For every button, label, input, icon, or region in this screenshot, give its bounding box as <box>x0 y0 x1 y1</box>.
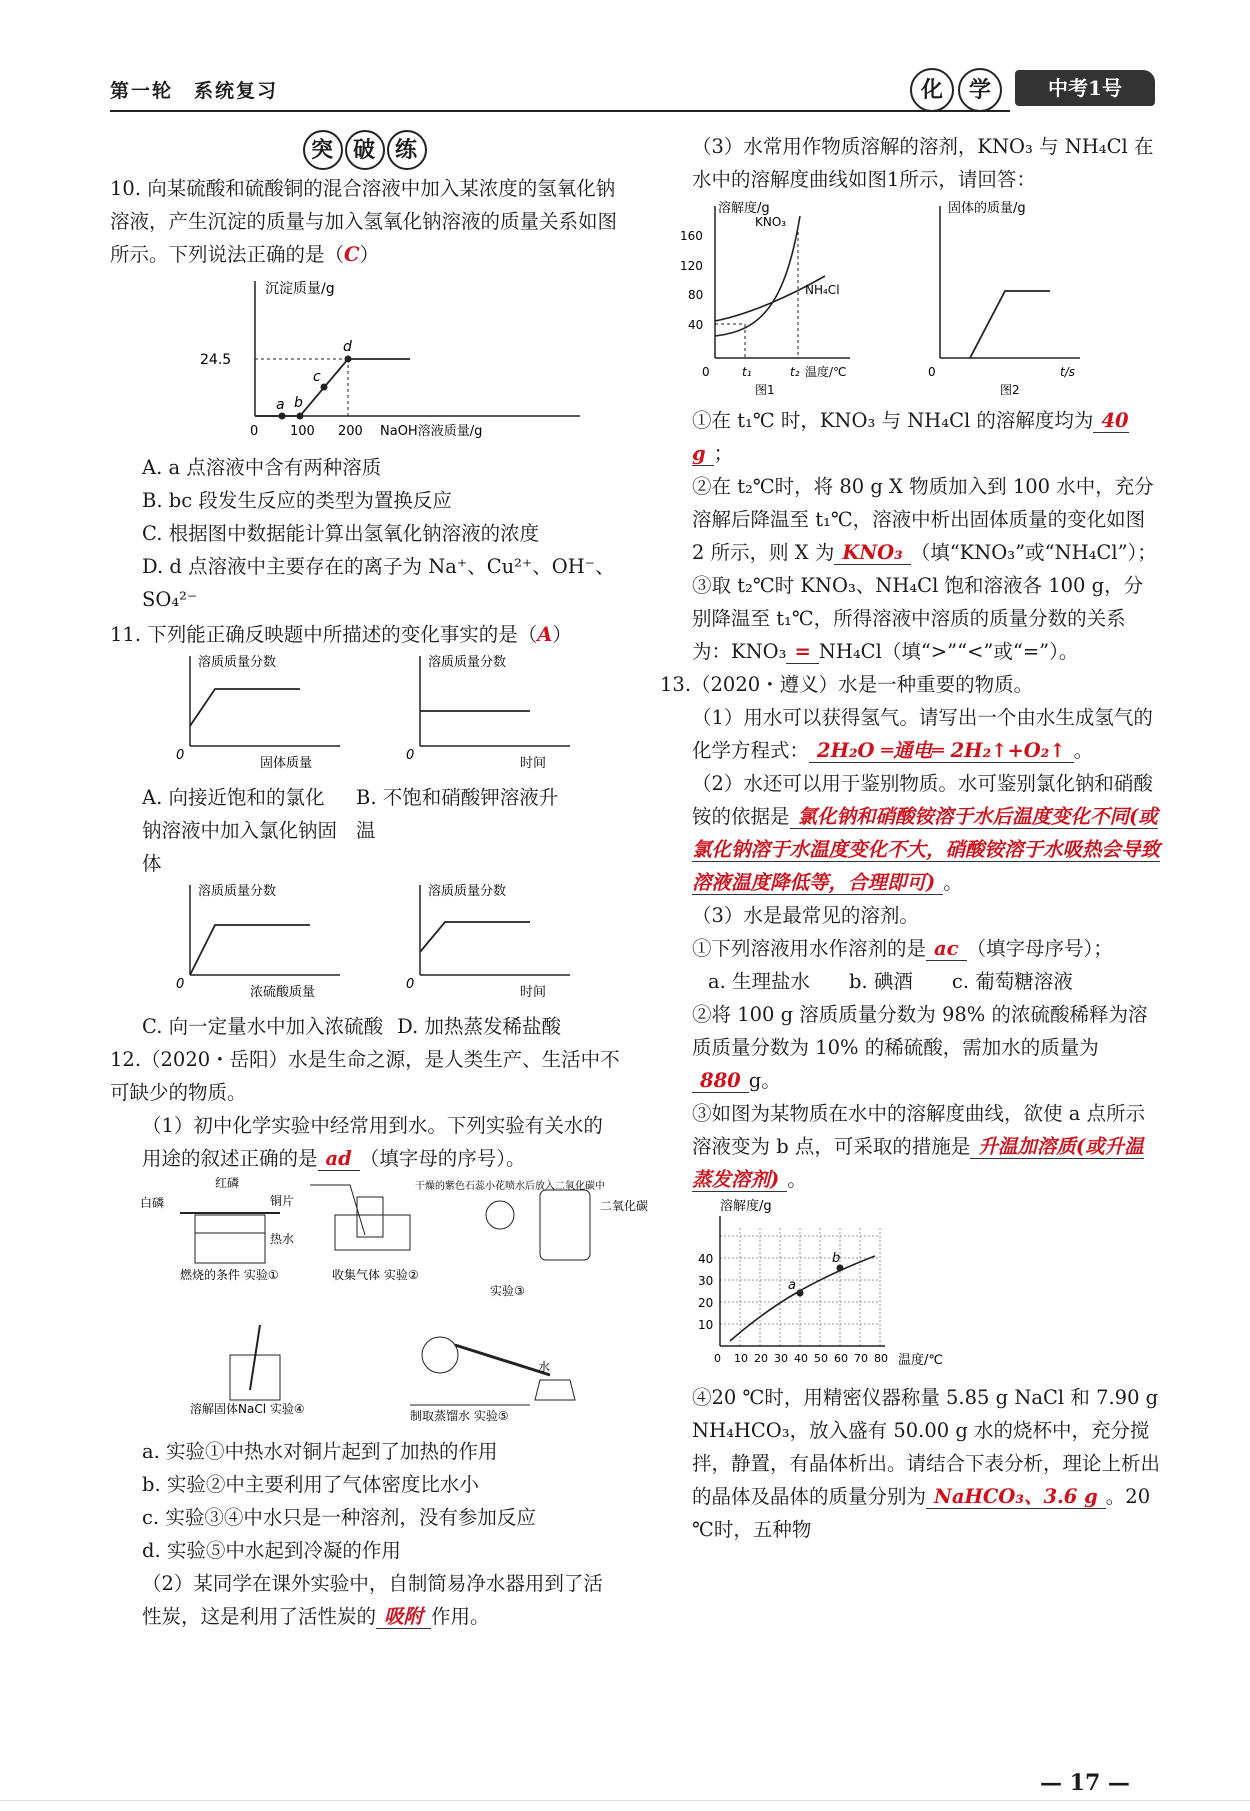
q12-sub1-answer: 40 g <box>692 409 1129 465</box>
q12-part1-answer: ad <box>318 1147 360 1171</box>
q13-curve <box>730 1256 875 1341</box>
q13-ytick: 20 <box>698 1296 714 1310</box>
figure-2 <box>928 200 1080 397</box>
q13-xlabel: 温度/℃ <box>898 1353 943 1368</box>
q13-ytick: 10 <box>698 1318 714 1332</box>
svg-text:二氧化碳: 二氧化碳 <box>600 1199 649 1213</box>
q10-option-d: D. d 点溶液中主要存在的离子为 Na⁺、Cu²⁺、OH⁻、SO₄²⁻ <box>142 555 615 611</box>
q10-point-c <box>321 384 328 391</box>
q12-sub3: ③取 t₂℃时 KNO₃、NH₄Cl 饱和溶液各 100 g，分别降温至 t₁℃，所得溶液中溶质的质量分数的关系为：KNO₃ = NH₄Cl（填“>”“<”或“=”）。 <box>692 574 1144 663</box>
q10-label-d: d <box>343 339 352 355</box>
banner-char-1: 突 <box>303 130 343 170</box>
q11-option-cd <box>110 1010 620 1043</box>
q11-chart-a <box>176 654 340 771</box>
q11-chart-b <box>406 654 570 771</box>
q13-part2-answer: 氯化钠和硝酸铵溶于水后温度变化不同(或氯化钠溶于水温度变化不大，硝酸铵溶于水吸热会导致溶液温度降低等，合理即可) <box>692 805 1161 894</box>
q11-d-ylabel: 溶质质量分数 <box>428 884 507 899</box>
svg-text:图2: 图2 <box>1000 383 1020 397</box>
q13-solubility-chart <box>660 1196 1160 1371</box>
q13-point-a <box>797 1290 804 1297</box>
header-char-2: 学 <box>958 68 1002 112</box>
q11-a-ylabel: 溶质质量分数 <box>198 655 277 670</box>
q10-chart <box>110 271 620 441</box>
q12-part1: （1）初中化学实验中经常用到水。下列实验有关水的用途的叙述正确的是 ad （填字母的序号）。 <box>142 1114 603 1170</box>
q12-option-d: d. 实验⑤中水起到冷凝的作用 <box>142 1539 401 1562</box>
q11-option-a: A. 向接近饱和的氯化钠溶液中加入氯化钠固体 <box>142 786 338 875</box>
svg-text:白磷: 白磷 <box>140 1196 165 1210</box>
header-subject <box>910 68 1010 112</box>
q11-chart-c <box>176 883 340 1000</box>
header-char-1: 化 <box>910 68 954 112</box>
q11-option-b: B. 不饱和硝酸钾溶液升温 <box>356 786 559 842</box>
svg-text:t₁: t₁ <box>742 365 752 379</box>
svg-text:水: 水 <box>538 1360 551 1374</box>
q10-label-c: c <box>313 369 321 385</box>
q12-option-b: b. 实验②中主要利用了气体密度比水小 <box>142 1473 479 1496</box>
q13-sub4-answer: NaHCO₃、3.6 g <box>926 1485 1106 1509</box>
q10-xtick-200: 200 <box>338 424 363 439</box>
q12-experiment-figure <box>110 1175 649 1425</box>
q10-stem: 10. 向某硫酸和硫酸铜的混合溶液中加入某浓度的氢氧化钠溶液，产生沉淀的质量与加入氢氧化钠溶液的质量关系如图所示。下列说法正确的是（C） <box>110 177 618 266</box>
q13-label-b: b <box>832 1251 841 1266</box>
left-column <box>110 130 649 1633</box>
q13-xtick: 80 <box>874 1352 888 1365</box>
q10-point-b <box>297 413 304 420</box>
q13-stem: 13.（2020・遵义）水是一种重要的物质。 <box>660 673 1034 696</box>
q12-part2: （2）某同学在课外实验中，自制简易净水器用到了活性炭，这是利用了活性炭的 吸附 作用。 <box>142 1572 603 1628</box>
page-number: — 17 — <box>1040 1770 1130 1796</box>
svg-text:溶解度/g: 溶解度/g <box>718 201 770 216</box>
q13-xtick: 10 <box>734 1352 748 1365</box>
q11-a-origin: 0 <box>176 748 185 763</box>
experiment-4 <box>190 1325 305 1416</box>
q10-xlabel: NaOH溶液质量/g <box>380 424 483 439</box>
q13-part1: （1）用水可以获得氢气。请写出一个由水生成氢气的化学方程式： 2H₂O ═通电═ 2H₂↑+O₂↑ 。 <box>692 706 1153 762</box>
q12-sub3-answer: = <box>786 640 818 664</box>
q10-option-c: C. 根据图中数据能计算出氢氧化钠溶液的浓度 <box>142 522 540 545</box>
svg-text:温度/℃: 温度/℃ <box>805 365 847 379</box>
section-banner <box>110 130 620 170</box>
q13-sub1-answer: ac <box>926 937 967 961</box>
header-tag: 中考1号 <box>1015 70 1155 106</box>
experiment-5 <box>410 1337 575 1423</box>
q13-part1-answer: 2H₂O ═通电═ 2H₂↑+O₂↑ <box>809 739 1074 763</box>
banner-char-2: 破 <box>345 130 385 170</box>
svg-text:KNO₃: KNO₃ <box>755 215 787 229</box>
q11-charts-bottom <box>110 880 620 1000</box>
q12-solubility-figures <box>660 196 1160 397</box>
q10-option-a: A. a 点溶液中含有两种溶质 <box>142 456 382 479</box>
q13-xtick: 50 <box>814 1352 828 1365</box>
q13-ytick: 40 <box>698 1252 714 1266</box>
q11-stem: 11. 下列能正确反映题中所描述的变化事实的是（A） <box>110 623 572 646</box>
svg-text:干燥的紫色石蕊小花喷水后放入二氧化碳中: 干燥的紫色石蕊小花喷水后放入二氧化碳中 <box>415 1181 605 1192</box>
q13-xtick: 20 <box>754 1352 768 1365</box>
svg-text:t/s: t/s <box>1060 365 1075 379</box>
q11-d-origin: 0 <box>406 977 415 992</box>
q13-label-a: a <box>788 1278 796 1293</box>
svg-text:0: 0 <box>928 365 936 379</box>
q13-sub4: ④20 ℃时，用精密仪器称量 5.85 g NaCl 和 7.90 g NH₄HCO₃，放入盛有 50.00 g 水的烧杯中，充分搅拌，静置，有晶体析出。请结合下表分析，理论上析出的晶体及晶体的质量分别为 NaHCO₃、3.6 g 。20 ℃时，五种物 <box>692 1386 1161 1541</box>
q10-xtick-0: 0 <box>250 424 259 439</box>
q13-sub1-options: a. 生理盐水 b. 碘酒 c. 葡萄糖溶液 <box>708 970 1073 993</box>
q11-d-xlabel: 时间 <box>520 985 547 1000</box>
svg-text:热水: 热水 <box>270 1232 295 1246</box>
q10-ytick: 24.5 <box>200 352 232 368</box>
right-column <box>660 130 1160 1546</box>
q10-xtick-100: 100 <box>290 424 315 439</box>
q11-b-origin: 0 <box>406 748 415 763</box>
bottom-rule <box>0 1800 1250 1801</box>
q12-sub2: ②在 t₂℃时，将 80 g X 物质加入到 100 水中，充分溶解后降温至 t₁℃，溶液中析出固体质量的变化如图 2 所示，则 X 为 KNO₃ （填“KNO₃”或“NH₄Cl”）； <box>692 475 1157 564</box>
q12-part3: （3）水常用作物质溶解的溶剂，KNO₃ 与 NH₄Cl 在水中的溶解度曲线如图1所示，请回答： <box>692 135 1154 191</box>
q11-charts-top <box>110 651 620 771</box>
q10-option-b: B. bc 段发生反应的类型为置换反应 <box>142 489 452 512</box>
header-left: 第一轮 系统复习 <box>110 80 279 102</box>
q10-label-a: a <box>276 397 285 413</box>
q12-option-c: c. 实验③④中水只是一种溶剂，没有参加反应 <box>142 1506 536 1529</box>
q11-c-ylabel: 溶质质量分数 <box>198 884 277 899</box>
svg-text:0: 0 <box>702 365 710 379</box>
svg-text:t₂: t₂ <box>790 365 800 379</box>
svg-text:燃烧的条件 实验①: 燃烧的条件 实验① <box>180 1268 279 1282</box>
q13-sub3: ③如图为某物质在水中的溶解度曲线，欲使 a 点所示溶液变为 b 点，可采取的措施是 升温加溶质(或升温蒸发溶剂) 。 <box>692 1102 1146 1191</box>
banner-char-3: 练 <box>387 130 427 170</box>
svg-text:固体的质量/g: 固体的质量/g <box>948 201 1026 216</box>
q13-xtick: 60 <box>834 1352 848 1365</box>
q13-ytick: 30 <box>698 1274 714 1288</box>
svg-text:溶解固体NaCl 实验④: 溶解固体NaCl 实验④ <box>190 1402 305 1416</box>
q12-part2-answer: 吸附 <box>376 1605 431 1629</box>
q13-grid <box>720 1226 880 1346</box>
q11-option-c: C. 向一定量水中加入浓硫酸 <box>142 1015 384 1038</box>
experiment-2 <box>310 1185 419 1282</box>
q11-answer: A <box>537 623 553 646</box>
figure-1 <box>680 200 850 397</box>
svg-text:160: 160 <box>680 229 703 243</box>
q13-xtick: 30 <box>774 1352 788 1365</box>
q10-point-a <box>279 413 286 420</box>
q11-option-d: D. 加热蒸发稀盐酸 <box>397 1015 561 1038</box>
svg-text:NH₄Cl: NH₄Cl <box>805 283 840 297</box>
q13-ylabel: 溶解度/g <box>720 1199 772 1214</box>
q13-sub3-answer: 升温加溶质(或升温蒸发溶剂) <box>692 1135 1144 1191</box>
svg-text:120: 120 <box>680 259 703 273</box>
q12-stem: 12.（2020・岳阳）水是生命之源，是人类生产、生活中不可缺少的物质。 <box>110 1048 620 1104</box>
q12-sub1: ①在 t₁℃ 时，KNO₃ 与 NH₄Cl 的溶解度均为 40 g ； <box>692 409 1129 465</box>
q13-sub1: ①下列溶液用水作溶剂的是 ac （填字母序号）； <box>692 937 1113 960</box>
q13-part3: （3）水是最常见的溶剂。 <box>692 904 919 927</box>
q11-option-ab <box>110 781 620 880</box>
q12-option-a: a. 实验①中热水对铜片起到了加热的作用 <box>142 1440 498 1463</box>
q10-label-b: b <box>294 395 303 411</box>
q11-a-xlabel: 固体质量 <box>260 756 313 771</box>
q13-sub2: ②将 100 g 溶质质量分数为 98% 的浓硫酸稀释为溶质质量分数为 10% 的稀硫酸，需加水的质量为880 g。 <box>692 1003 1148 1092</box>
q11-b-ylabel: 溶质质量分数 <box>428 655 507 670</box>
q12-sub2-answer: KNO₃ <box>834 541 910 565</box>
svg-text:制取蒸馏水 实验⑤: 制取蒸馏水 实验⑤ <box>410 1409 509 1423</box>
experiment-3 <box>415 1179 648 1298</box>
q10-point-d <box>345 356 352 363</box>
q11-b-xlabel: 时间 <box>520 756 547 771</box>
svg-text:80: 80 <box>688 288 704 302</box>
q13-xtick: 40 <box>794 1352 808 1365</box>
q10-ylabel: 沉淀质量/g <box>265 281 335 297</box>
q13-xtick: 70 <box>854 1352 868 1365</box>
q11-chart-d <box>406 883 570 1000</box>
q11-c-origin: 0 <box>176 977 185 992</box>
svg-text:图1: 图1 <box>755 383 775 397</box>
header-rule <box>110 110 1010 112</box>
q11-c-xlabel: 浓硫酸质量 <box>250 985 316 1000</box>
svg-text:实验③: 实验③ <box>490 1284 525 1298</box>
svg-text:铜片: 铜片 <box>270 1194 295 1208</box>
page-header <box>110 76 1150 112</box>
svg-text:40: 40 <box>688 318 704 332</box>
q10-answer: C <box>344 243 360 266</box>
svg-text:收集气体 实验②: 收集气体 实验② <box>332 1268 419 1282</box>
q13-sub2-answer: 880 <box>692 1069 749 1093</box>
q13-xtick: 0 <box>714 1352 721 1365</box>
svg-text:红磷: 红磷 <box>215 1176 240 1190</box>
experiment-1 <box>140 1175 294 1282</box>
q13-part2: （2）水还可以用于鉴别物质。水可鉴别氯化钠和硝酸铵的依据是 氯化钠和硝酸铵溶于水后温度变化不同(或氯化钠溶于水温度变化不大，硝酸铵溶于水吸热会导致溶液温度降低等，合理即可) 。 <box>692 772 1161 894</box>
